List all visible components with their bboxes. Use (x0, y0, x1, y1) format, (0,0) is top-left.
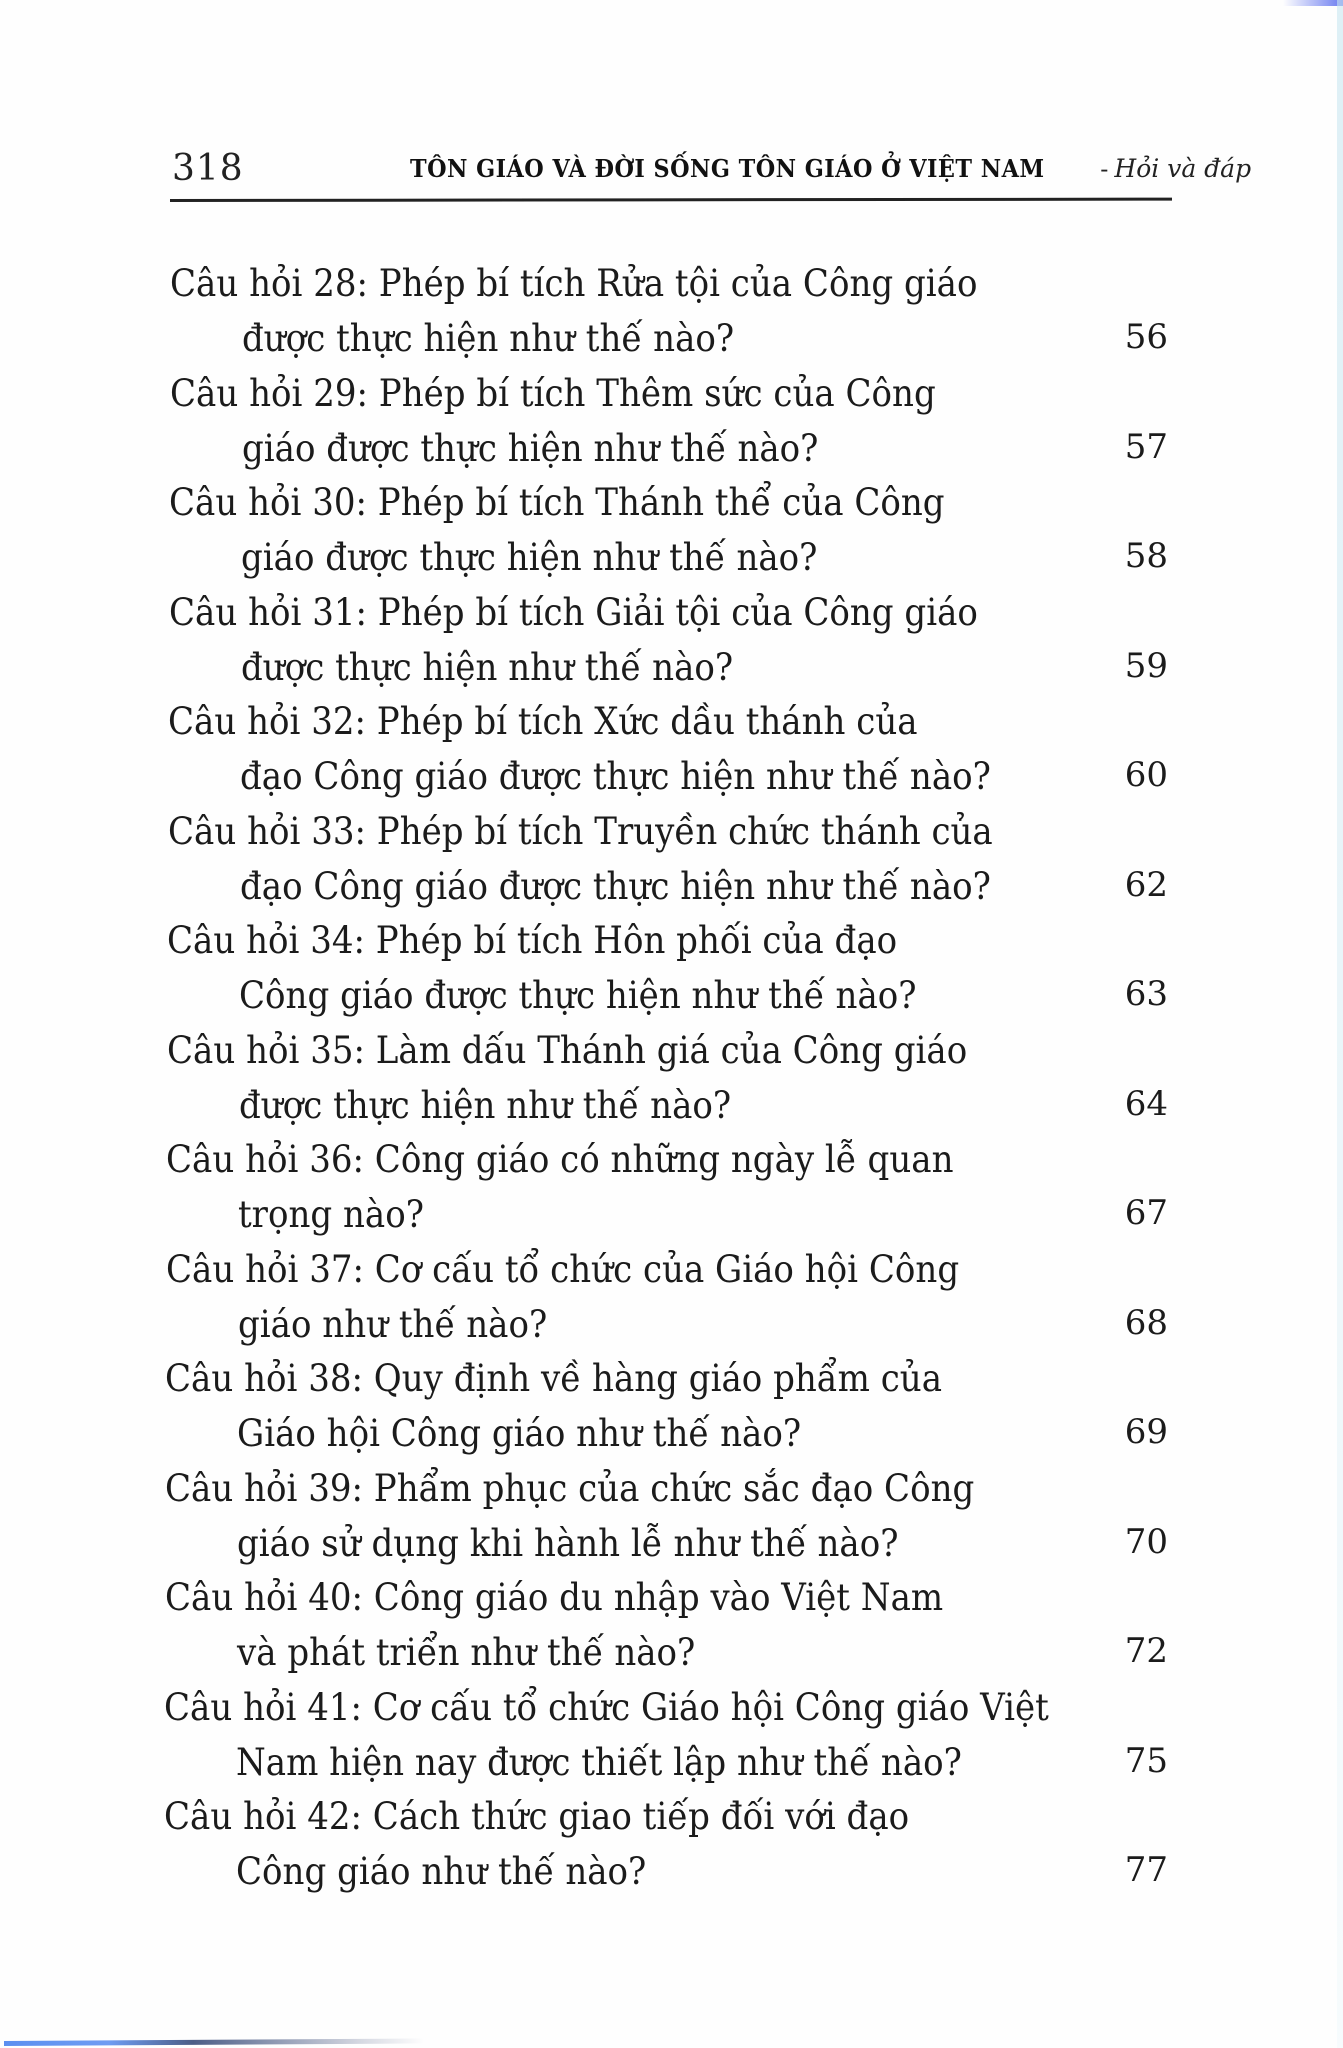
toc-entry[interactable] (0, 1686, 1343, 1796)
toc-entry[interactable] (0, 372, 1343, 482)
header-divider (170, 198, 1172, 202)
toc-entry-question: Câu hỏi 35: Làm dấu Thánh giá của Công giáo (167, 1028, 968, 1072)
toc-entry[interactable] (0, 810, 1343, 920)
toc-entry[interactable] (0, 1795, 1343, 1905)
toc-entry-question: Câu hỏi 37: Cơ cấu tổ chức của Giáo hội Công (166, 1247, 960, 1291)
toc-entry-continuation: giáo sử dụng khi hành lễ như thế nào? (237, 1521, 899, 1565)
toc-entry[interactable] (0, 1029, 1343, 1139)
toc-entry-page-number: 67 (1124, 1193, 1168, 1233)
toc-entry-page-number: 64 (1124, 1083, 1168, 1124)
toc-entry-continuation: đạo Công giáo được thực hiện như thế nào? (240, 864, 991, 908)
page-number: 318 (172, 148, 244, 189)
toc-entry-continuation: Nam hiện nay được thiết lập như thế nào? (236, 1740, 962, 1784)
toc-entry-page-number: 70 (1124, 1521, 1168, 1562)
toc-entry-question: Câu hỏi 31: Phép bí tích Giải tội của Công giáo (169, 590, 978, 634)
toc-entry-page-number: 69 (1124, 1412, 1168, 1452)
toc-entry-question: Câu hỏi 36: Công giáo có những ngày lễ quan (166, 1138, 954, 1181)
toc-entry-question: Câu hỏi 40: Công giáo du nhập vào Việt Nam (165, 1576, 944, 1619)
toc-entry-page-number: 59 (1124, 645, 1168, 686)
toc-entry-question: Câu hỏi 33: Phép bí tích Truyền chức thánh của (168, 809, 993, 853)
toc-entry-page-number: 68 (1124, 1302, 1168, 1343)
toc-entry[interactable] (0, 919, 1343, 1029)
toc-entry[interactable] (0, 1467, 1343, 1577)
toc-entry-continuation: giáo như thế nào? (238, 1302, 548, 1346)
toc-entry-question: Câu hỏi 32: Phép bí tích Xức dầu thánh của (168, 700, 918, 743)
toc-entry-question: Câu hỏi 41: Cơ cấu tổ chức Giáo hội Công giáo Việt (164, 1685, 1049, 1729)
toc-entry[interactable] (0, 1576, 1343, 1686)
running-title-dash: - (1100, 155, 1109, 183)
toc-entry-continuation: trọng nào? (238, 1193, 424, 1236)
toc-entry-page-number: 63 (1124, 974, 1168, 1014)
toc-entry[interactable] (0, 700, 1343, 810)
toc-entry-page-number: 75 (1124, 1740, 1168, 1781)
toc-entry-question: Câu hỏi 29: Phép bí tích Thêm sức của Công (170, 371, 936, 415)
scan-edge-artifact-top (1283, 0, 1343, 6)
toc-entry-page-number: 58 (1124, 536, 1168, 576)
toc-entry-question: Câu hỏi 39: Phẩm phục của chức sắc đạo Công (165, 1466, 975, 1510)
toc-entry-question: Câu hỏi 34: Phép bí tích Hôn phối của đạo (167, 919, 898, 962)
toc-entry-page-number: 56 (1124, 317, 1168, 357)
toc-entry-question: Câu hỏi 30: Phép bí tích Thánh thể của Công (169, 481, 945, 524)
toc-entry-question: Câu hỏi 42: Cách thức giao tiếp đối với đạo (164, 1795, 910, 1838)
running-title-main: TÔN GIÁO VÀ ĐỜI SỐNG TÔN GIÁO Ở VIỆT NAM (410, 154, 1045, 183)
toc-entry[interactable] (0, 481, 1343, 591)
toc-entry-continuation: Công giáo được thực hiện như thế nào? (239, 974, 917, 1017)
toc-entry-continuation: Công giáo như thế nào? (236, 1850, 647, 1893)
toc-entry-continuation: được thực hiện như thế nào? (241, 645, 734, 689)
toc-entry-continuation: giáo được thực hiện như thế nào? (241, 536, 818, 579)
toc-entry-continuation: đạo Công giáo được thực hiện như thế nào? (240, 755, 991, 798)
toc-entry-continuation: giáo được thực hiện như thế nào? (242, 426, 819, 470)
toc-entry[interactable] (0, 1357, 1343, 1467)
toc-entry[interactable] (0, 1138, 1343, 1248)
toc-entry[interactable] (0, 1248, 1343, 1358)
toc-entry-page-number: 77 (1124, 1850, 1168, 1890)
toc-entry-question: Câu hỏi 28: Phép bí tích Rửa tội của Công giáo (170, 262, 978, 305)
toc-entry-continuation: được thực hiện như thế nào? (242, 317, 735, 360)
toc-entry-question: Câu hỏi 38: Quy định về hàng giáo phẩm của (165, 1357, 943, 1400)
table-of-contents (0, 262, 1343, 1905)
toc-entry-page-number: 57 (1124, 426, 1168, 467)
toc-entry-continuation: được thực hiện như thế nào? (239, 1083, 732, 1127)
scan-edge-artifact-bottom (4, 2038, 424, 2046)
toc-entry-page-number: 62 (1124, 864, 1168, 905)
toc-entry[interactable] (0, 591, 1343, 701)
running-title (410, 154, 1251, 183)
toc-entry[interactable] (0, 262, 1343, 372)
toc-entry-continuation: và phát triển như thế nào? (237, 1631, 696, 1674)
toc-entry-page-number: 60 (1124, 755, 1168, 795)
page-header (170, 146, 1252, 198)
toc-entry-continuation: Giáo hội Công giáo như thế nào? (237, 1412, 802, 1455)
toc-entry-page-number: 72 (1124, 1631, 1168, 1671)
running-title-subtitle: Hỏi và đáp (1114, 154, 1252, 183)
